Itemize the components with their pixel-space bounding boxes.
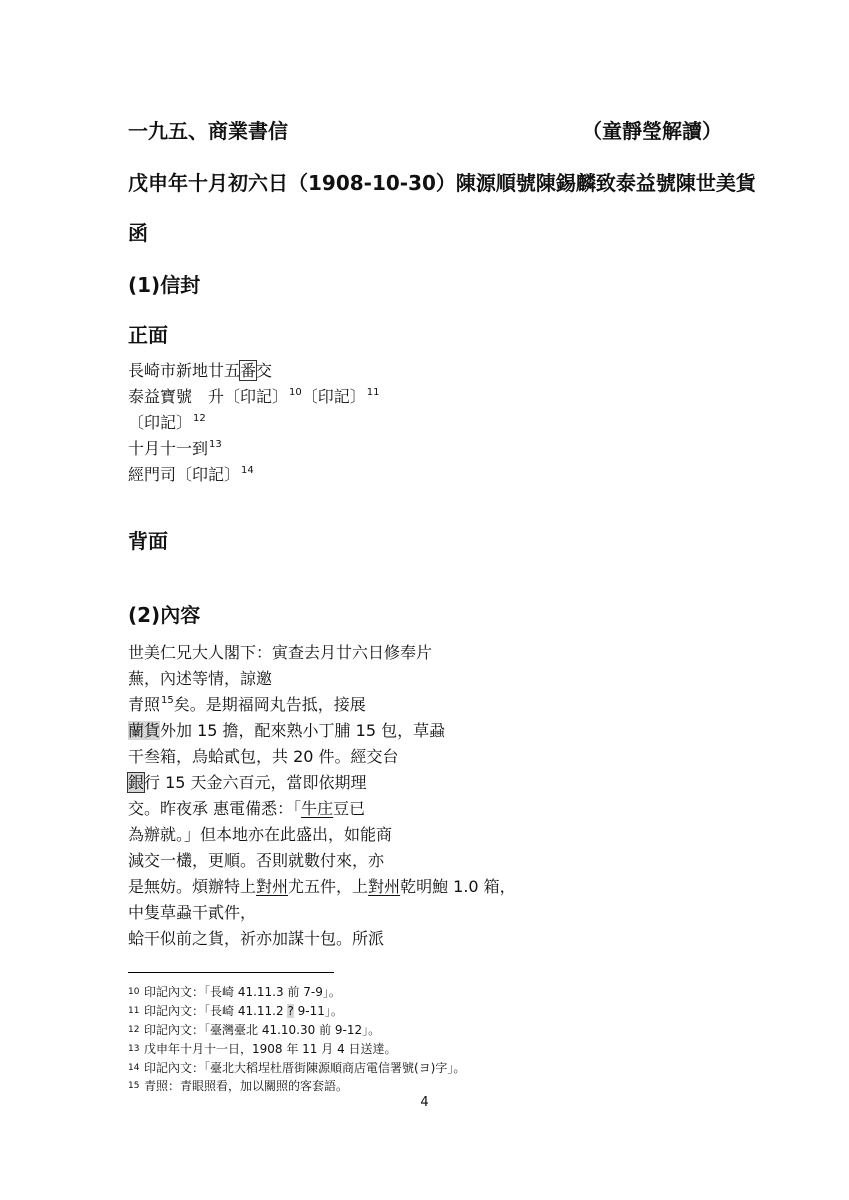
content-line-9: 減交一欉，更順。否則就數付來，亦 <box>128 851 385 870</box>
footnote-ref-14: 14 <box>241 465 254 476</box>
back-heading: 背面 <box>128 529 168 553</box>
footnote-number: 12 <box>128 1025 140 1035</box>
front-line-2-tail: 〔印記〕 <box>301 387 366 406</box>
content-line-12: 蛤干似前之貨，祈亦加謀十包。所派 <box>128 929 385 948</box>
footnote-text: 印記內文：「長崎 41.11.2 <box>144 1004 288 1018</box>
content-line-4-tail: 外加 15 擔，配來熟小丁脯 15 包，草蝨 <box>160 721 446 740</box>
front-line-5-text: 經門司〔印記〕 <box>128 465 241 484</box>
front-line-4 <box>128 439 222 459</box>
footnote-10 <box>128 984 341 1000</box>
footnote-11 <box>128 1003 343 1019</box>
footnote-text: 印記內文：「長崎 41.11.3 前 7-9」。 <box>144 985 341 999</box>
content-line-3-text: 青照 <box>128 695 161 714</box>
content-line-2: 蕪，內述等情，諒邀 <box>128 669 273 688</box>
footnote-13 <box>128 1041 397 1057</box>
front-line-2 <box>128 387 380 407</box>
footnote-number: 14 <box>128 1063 140 1073</box>
content-line-3-tail: 矣。是期福岡丸告抵，接展 <box>173 695 366 714</box>
content-line-11: 中隻草蝨干貳件， <box>128 903 257 922</box>
reader-credit: （童靜瑩解讀） <box>582 119 722 143</box>
content-line-3 <box>128 695 366 715</box>
front-line-4-text: 十月十一到 <box>128 439 209 458</box>
section-title: 一九五、商業書信 <box>128 119 288 143</box>
envelope-heading: (1)信封 <box>128 273 201 297</box>
content-line-7-text: 交。昨夜承 惠電備悉：「 <box>128 799 302 818</box>
content-line-10 <box>128 877 516 897</box>
content-line-1: 世美仁兄大人閣下：寅查去月廿六日修奉片 <box>128 643 433 662</box>
content-line-7-tail: 豆已 <box>333 799 366 818</box>
front-heading: 正面 <box>128 323 168 347</box>
subtitle-line-1: 戊申年十月初六日（1908-10-30）陳源順號陳錫麟致泰益號陳世美貨 <box>128 171 756 195</box>
footnote-text: 印記內文：「臺灣臺北 41.10.30 前 9-12」。 <box>144 1023 381 1037</box>
footnote-text: 青照：青眼照看，加以關照的客套語。 <box>144 1079 349 1093</box>
content-line-6-boxed-char: 銀 <box>128 773 145 792</box>
content-heading: (2)內容 <box>128 603 201 627</box>
content-line-10-text: 是無妨。煩辦特上 <box>128 877 257 896</box>
content-line-6 <box>128 773 367 793</box>
place-name-underlined: 對州 <box>256 877 289 896</box>
content-line-4 <box>128 721 445 741</box>
content-line-10-mid: 尤五件，上 <box>288 877 369 896</box>
footnote-ref-11: 11 <box>366 387 380 398</box>
content-line-7 <box>128 799 365 819</box>
subtitle-line-2: 函 <box>128 221 148 245</box>
footnote-text-tail: 9-11」。 <box>293 1004 343 1018</box>
footnote-15 <box>128 1078 348 1094</box>
content-line-6-tail: 行 15 天金六百元，當即依期理 <box>144 773 367 792</box>
footnote-ref-13: 13 <box>209 439 222 450</box>
place-name-underlined: 牛庄 <box>301 799 334 818</box>
footnote-separator <box>128 972 334 973</box>
footnote-number: 13 <box>128 1044 140 1054</box>
front-line-2-text: 泰益寶號 升〔印記〕 <box>128 387 289 406</box>
footnote-uncertain-mark: ? <box>287 1004 294 1018</box>
content-line-10-tail: 乾明鮑 1.0 箱， <box>400 877 516 896</box>
front-line-5 <box>128 465 254 485</box>
page-number: 4 <box>420 1095 429 1110</box>
front-line-3-text: 〔印記〕 <box>128 413 193 432</box>
content-line-4-shaded: 蘭貨 <box>128 721 161 740</box>
place-name-underlined: 對州 <box>368 877 401 896</box>
front-line-1-tail: 交 <box>256 361 273 380</box>
footnote-12 <box>128 1022 380 1038</box>
front-line-1 <box>128 361 272 381</box>
front-line-3 <box>128 413 206 433</box>
footnote-ref-10: 10 <box>289 387 302 398</box>
front-line-1-boxed-char: 番 <box>240 361 257 380</box>
footnote-number: 11 <box>128 1006 140 1016</box>
content-line-5: 干叁箱，烏蛤貳包，共 20 件。經交台 <box>128 747 399 766</box>
footnote-text: 戊申年十月十一日，1908 年 11 月 4 日送達。 <box>144 1042 397 1056</box>
footnote-14 <box>128 1060 465 1076</box>
front-line-1-text: 長崎市新地廿五 <box>128 361 241 380</box>
title-row <box>128 118 722 144</box>
footnote-ref-12: 12 <box>193 413 206 424</box>
footnote-text: 印記內文：「臺北大稻埕杜厝街陳源順商店電信署號(ヨ)字」。 <box>144 1061 466 1075</box>
footnote-ref-15: 15 <box>161 695 174 706</box>
footnote-number: 15 <box>128 1081 140 1091</box>
content-line-8: 為辦就。」但本地亦在此盛出，如能商 <box>128 825 393 844</box>
footnote-number: 10 <box>128 987 140 997</box>
